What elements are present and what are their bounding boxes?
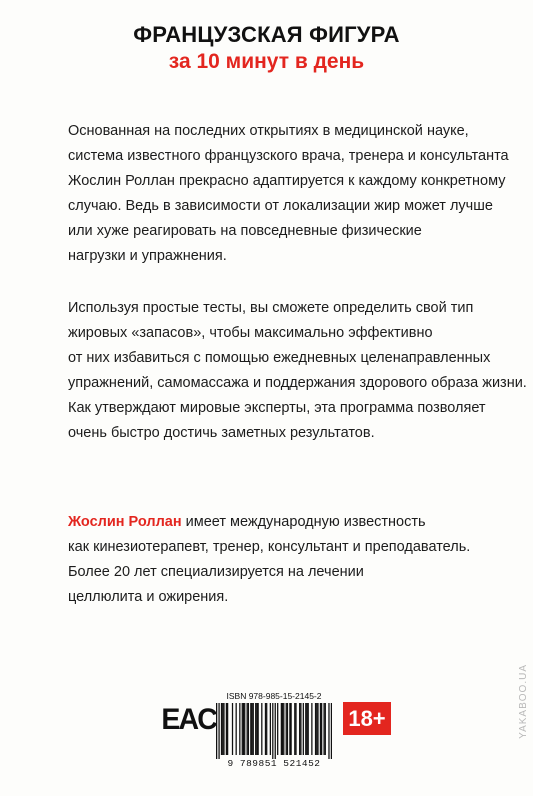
barcode-bar bbox=[226, 703, 227, 755]
barcode-bar bbox=[299, 703, 300, 755]
barcode-bar bbox=[321, 703, 322, 755]
text-line: упражнений, самомассажа и поддержания здорового образа жизни. bbox=[68, 375, 527, 391]
barcode-bar bbox=[289, 703, 290, 755]
barcode-bar bbox=[308, 703, 309, 755]
text-line: очень быстро достичь заметных результатов. bbox=[68, 425, 375, 441]
barcode-bar bbox=[317, 703, 318, 755]
text-line bbox=[68, 510, 508, 535]
barcode-bar bbox=[306, 703, 307, 755]
barcode-bar bbox=[282, 703, 283, 755]
isbn-label: ISBN 978-985-15-2145-2 bbox=[226, 691, 322, 701]
barcode-bar bbox=[223, 703, 224, 755]
barcode-bar bbox=[222, 703, 223, 755]
barcode-bar bbox=[248, 703, 249, 755]
barcode-icon bbox=[216, 703, 332, 759]
text-line: как кинезиотерапевт, тренер, консультант и преподаватель. bbox=[68, 539, 471, 555]
barcode-block bbox=[208, 691, 340, 777]
text-line: Жослин Роллан прекрасно адаптируется к каждому конкретному bbox=[68, 173, 506, 189]
text-line: Основанная на последних открытиях в медицинской науке, bbox=[68, 123, 469, 139]
barcode-bar bbox=[265, 703, 266, 755]
age-rating-badge: 18+ bbox=[343, 702, 391, 735]
barcode-bar bbox=[311, 703, 312, 755]
text-line: жировых «запасов», чтобы максимально эффективно bbox=[68, 325, 433, 341]
barcode-bar bbox=[281, 703, 282, 755]
barcode-bar bbox=[251, 703, 252, 755]
text-line: нагрузки и упражнения. bbox=[68, 248, 227, 264]
barcode-bar bbox=[236, 703, 237, 755]
barcode-bar bbox=[277, 703, 278, 755]
watermark: YAKABOO.UA bbox=[518, 664, 529, 739]
author-bio-first-line: имеет международную известность bbox=[181, 514, 426, 530]
description-paragraph-1 bbox=[68, 119, 508, 269]
author-name: Жослин Роллан bbox=[68, 514, 182, 530]
barcode-bar bbox=[239, 703, 240, 755]
barcode-bar bbox=[258, 703, 259, 755]
barcode-bar bbox=[303, 703, 304, 755]
barcode-bar bbox=[323, 703, 324, 755]
description-paragraph-2 bbox=[68, 296, 527, 446]
text-line: система известного французского врача, тренера и консультанта bbox=[68, 148, 509, 164]
barcode-bar bbox=[221, 703, 222, 755]
barcode-bar bbox=[255, 703, 256, 755]
barcode-bar bbox=[283, 703, 284, 755]
barcode-bar bbox=[266, 703, 267, 755]
barcode-bar bbox=[244, 703, 245, 755]
barcode-bar bbox=[256, 703, 257, 755]
barcode-bar bbox=[247, 703, 248, 755]
text-line: случаю. Ведь в зависимости от локализации жир может лучше bbox=[68, 198, 493, 214]
barcode-bar bbox=[295, 703, 296, 755]
author-bio-paragraph bbox=[68, 510, 508, 610]
barcode-bar bbox=[315, 703, 316, 755]
barcode-bar bbox=[253, 703, 254, 755]
barcode-bar bbox=[261, 703, 262, 755]
barcode-bar bbox=[243, 703, 244, 755]
barcode-bar bbox=[232, 703, 233, 755]
barcode-bar bbox=[227, 703, 228, 755]
eac-certification-mark: EAC bbox=[161, 703, 216, 736]
barcode-bar bbox=[294, 703, 295, 755]
text-line: Используя простые тесты, вы сможете определить свой тип bbox=[68, 300, 474, 316]
barcode-bar bbox=[328, 703, 329, 759]
barcode-bar bbox=[290, 703, 291, 755]
barcode-bar bbox=[325, 703, 326, 755]
barcode-digits: 9 789851 521452 bbox=[227, 758, 321, 769]
barcode-bar bbox=[316, 703, 317, 755]
text-line: целлюлита и ожирения. bbox=[68, 589, 229, 605]
text-line: от них избавиться с помощью ежедневных целенаправленных bbox=[68, 350, 491, 366]
barcode-bar bbox=[300, 703, 301, 755]
barcode-bar bbox=[242, 703, 243, 755]
barcode-bar bbox=[216, 703, 217, 759]
barcode-bar bbox=[287, 703, 288, 755]
barcode-bar bbox=[270, 703, 271, 755]
barcode-bar bbox=[286, 703, 287, 755]
barcode-bar bbox=[218, 703, 219, 759]
text-line: Более 20 лет специализируется на лечении bbox=[68, 564, 364, 580]
book-subtitle: за 10 минут в день bbox=[168, 50, 365, 73]
book-title: ФРАНЦУЗСКАЯ ФИГУРА bbox=[133, 22, 400, 47]
barcode-bar bbox=[331, 703, 332, 759]
barcode-bar bbox=[320, 703, 321, 755]
barcode-bar bbox=[272, 703, 273, 759]
barcode-bar bbox=[305, 703, 306, 755]
text-line: или хуже реагировать на повседневные физические bbox=[68, 223, 422, 239]
barcode-bar bbox=[250, 703, 251, 755]
text-line: Как утверждают мировые эксперты, эта программа позволяет bbox=[68, 400, 486, 416]
barcode-bar bbox=[275, 703, 276, 759]
